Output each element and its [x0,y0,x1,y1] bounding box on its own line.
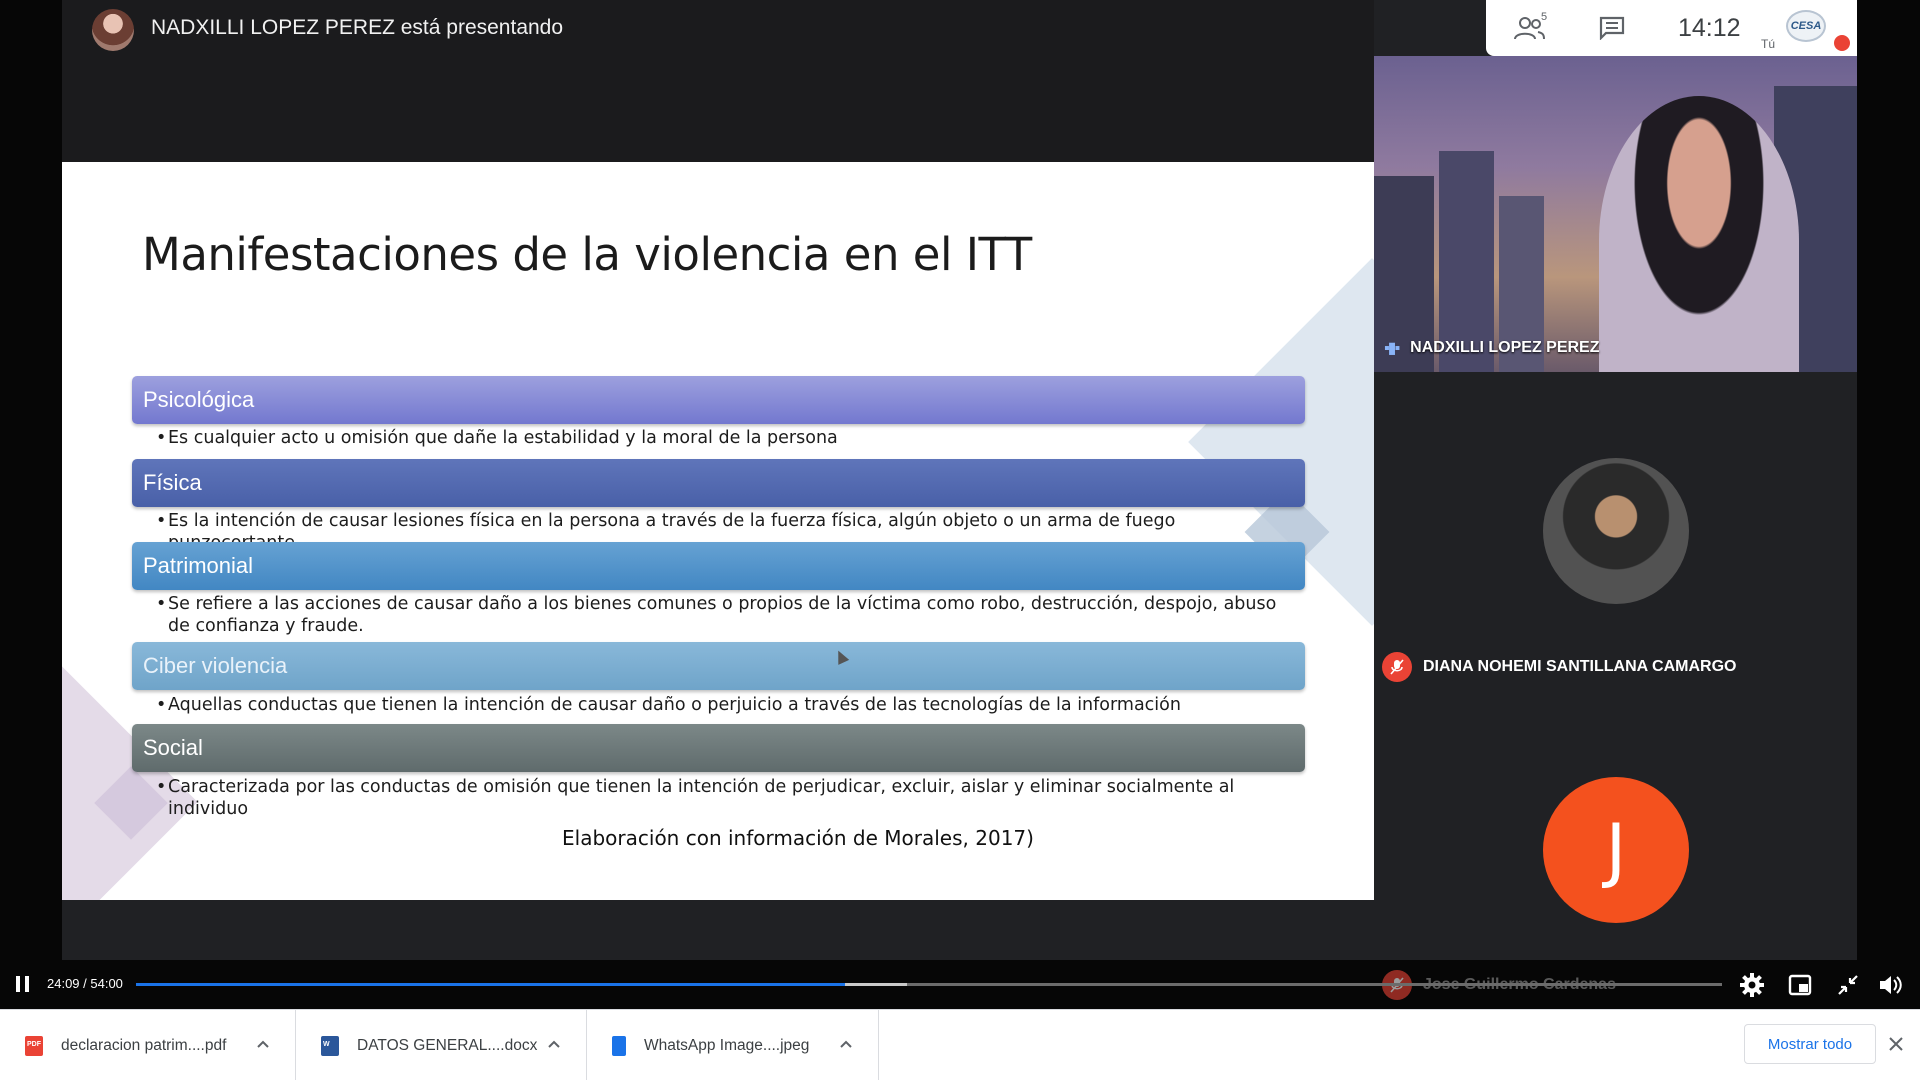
volume-icon[interactable] [1877,972,1903,998]
category-bar-ciber-violencia: Ciber violencia [132,642,1305,690]
meeting-clock: 14:12 [1678,14,1741,42]
participant-initial-avatar[interactable]: J [1543,777,1689,923]
mic-off-icon [1382,652,1412,682]
speaking-indicator-icon: ▪▮▪ [1384,340,1399,357]
download-item[interactable] [0,1010,296,1080]
category-bar-patrimonial: Patrimonial [132,542,1305,590]
category-description: • Es la intención de causar lesiones física en la persona a través de la fuerza física, algún objeto o un arma de fuego [168,510,1288,554]
chevron-up-icon[interactable] [544,1034,564,1054]
image-file-icon [612,1036,626,1056]
download-filename: WhatsApp Image....jpeg [644,1036,810,1054]
presenting-label: NADXILLI LOPEZ PEREZ está presentando [151,16,564,39]
participant-avatar[interactable] [1543,458,1689,604]
download-bar [0,1009,1920,1080]
chat-icon[interactable] [1598,16,1626,40]
category-bar-social: Social [132,724,1305,772]
self-mic-off-badge [1834,35,1850,51]
participant-name: NADXILLI LOPEZ PEREZ [1410,339,1600,356]
chevron-up-icon[interactable] [836,1034,856,1054]
category-bar-psicologica: Psicológica [132,376,1305,424]
playback-time: 24:09 / 54:00 [47,976,123,991]
people-count: 5 [1541,11,1548,23]
slide-source-note: Elaboración con información de Morales, 2017) [562,826,1034,850]
miniplayer-icon[interactable] [1787,972,1813,998]
exit-fullscreen-icon[interactable] [1835,972,1861,998]
presenter-avatar [92,9,134,51]
show-all-downloads-button[interactable]: Mostrar todo [1744,1024,1876,1064]
download-item[interactable] [296,1010,587,1080]
close-icon[interactable] [1886,1034,1906,1054]
progress-bar[interactable] [136,983,1722,986]
download-item[interactable] [587,1010,879,1080]
progress-fill [136,983,845,986]
participant-tile-presenter[interactable] [1374,56,1857,372]
pdf-file-icon: PDF [25,1036,43,1056]
category-bar-fisica: Física [132,459,1305,507]
chevron-up-icon[interactable] [253,1034,273,1054]
presenter-video [1599,96,1799,372]
presenter-name-row [1384,338,1600,358]
presentation-slide [62,162,1374,900]
settings-gear-icon[interactable] [1739,972,1765,998]
self-avatar-logo[interactable]: CESA [1786,10,1826,42]
download-filename: DATOS GENERAL....docx [357,1036,538,1054]
you-label: Tú [1761,37,1776,51]
word-file-icon: W [321,1036,339,1056]
pause-icon[interactable] [16,976,30,992]
category-description: • Caracterizada por las conductas de omisión que tienen la intención de perjudicar, excluir, aislar y eliminar socialmente al individuo [168,776,1288,820]
category-description: • Se refiere a las acciones de causar daño a los bienes comunes o propios de la víctima como robo, destrucción, despojo, abuso de confianza y fraude. [168,593,1288,637]
download-filename: declaracion patrim....pdf [61,1036,227,1054]
category-description: • Es cualquier acto u omisión que dañe la estabilidad y la moral de la persona [168,427,1288,449]
category-description: • Aquellas conductas que tienen la intención de causar daño o perjuicio a través de las tecnologías de la información [168,694,1288,716]
participant-name: DIANA NOHEMI SANTILLANA CAMARGO [1423,658,1737,675]
slide-title: Manifestaciones de la violencia en el ITT [142,228,1032,281]
